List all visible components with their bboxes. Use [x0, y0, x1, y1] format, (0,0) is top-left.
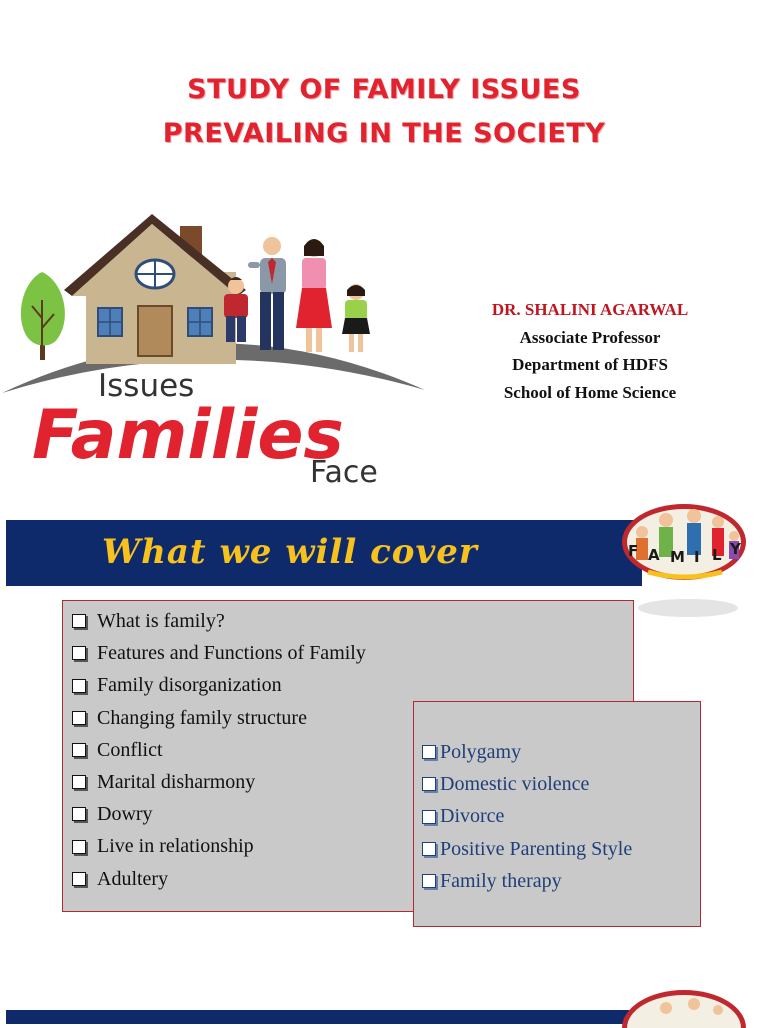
list-item — [72, 669, 633, 701]
mother-figure — [296, 239, 332, 352]
list-item-label: Live in relationship — [97, 835, 254, 858]
list-item-label: Domestic violence — [440, 773, 590, 796]
father-figure — [248, 237, 286, 350]
badge-letter: M — [670, 548, 685, 566]
list-item-label: Changing family structure — [97, 706, 307, 729]
author-department: Department of HDFS — [512, 355, 668, 374]
title-line-1: STUDY OF FAMILY ISSUES — [187, 74, 581, 105]
checkbox-bullet-icon — [72, 872, 86, 886]
list-item — [422, 800, 700, 832]
girl-figure — [342, 284, 370, 352]
checkbox-bullet-icon — [72, 711, 86, 725]
author-school: School of Home Science — [503, 382, 677, 402]
list-item-label: Marital disharmony — [97, 771, 256, 794]
badge-letter: I — [694, 548, 700, 566]
badge-letter: A — [648, 546, 660, 564]
family-badge-icon — [618, 498, 758, 628]
section-banner — [6, 520, 642, 586]
list-item-label: Conflict — [97, 738, 163, 761]
list-item-label: Polygamy — [440, 741, 522, 763]
checkbox-bullet-icon — [72, 807, 86, 821]
checkbox-bullet-icon — [422, 874, 436, 888]
list-item-label: Family disorganization — [97, 674, 282, 697]
slide-title — [0, 68, 768, 156]
author-name: DR. SHALINI AGARWAL — [491, 300, 689, 319]
checkbox-bullet-icon — [422, 842, 436, 856]
badge-letter: Y — [730, 540, 741, 558]
list-item-label: Adultery — [97, 867, 169, 890]
author-role: Associate Professor — [519, 327, 661, 347]
checkbox-bullet-icon — [72, 775, 86, 789]
checkbox-bullet-icon — [422, 810, 436, 824]
word-families: Families — [32, 396, 344, 475]
list-item — [422, 768, 700, 800]
list-item-label: Positive Parenting Style — [440, 837, 633, 860]
families-issues-illustration — [0, 200, 440, 500]
list-item — [72, 637, 633, 669]
checkbox-bullet-icon — [72, 743, 86, 757]
checkbox-bullet-icon — [422, 777, 436, 791]
word-face: Face — [310, 455, 378, 490]
list-item-label: Dowry — [97, 803, 153, 826]
list-item-label: Features and Functions of Family — [97, 642, 366, 665]
checkbox-bullet-icon — [72, 614, 86, 628]
title-line-2: PREVAILING IN THE SOCIETY — [162, 118, 606, 149]
list-item — [422, 833, 700, 865]
word-issues: Issues — [98, 368, 195, 404]
badge-letter: F — [628, 542, 639, 560]
checkbox-bullet-icon — [72, 646, 86, 660]
author-block — [440, 296, 740, 406]
list-item-label: Family therapy — [440, 869, 562, 892]
list-item — [422, 865, 700, 897]
family-badge-icon-partial — [618, 988, 758, 1028]
checkbox-bullet-icon — [422, 745, 436, 759]
badge-letter: L — [712, 546, 722, 564]
house-icon — [64, 214, 246, 364]
more-topics-box — [413, 701, 701, 927]
tree-icon — [21, 272, 65, 360]
list-item-label: What is family? — [97, 610, 225, 632]
list-item — [422, 736, 700, 768]
more-topics-list — [414, 702, 700, 897]
checkbox-bullet-icon — [72, 840, 86, 854]
list-item-label: Divorce — [440, 805, 505, 828]
list-item — [72, 605, 633, 637]
checkbox-bullet-icon — [72, 679, 86, 693]
banner-heading: What we will cover — [102, 532, 478, 572]
next-slide-banner — [6, 1010, 642, 1024]
